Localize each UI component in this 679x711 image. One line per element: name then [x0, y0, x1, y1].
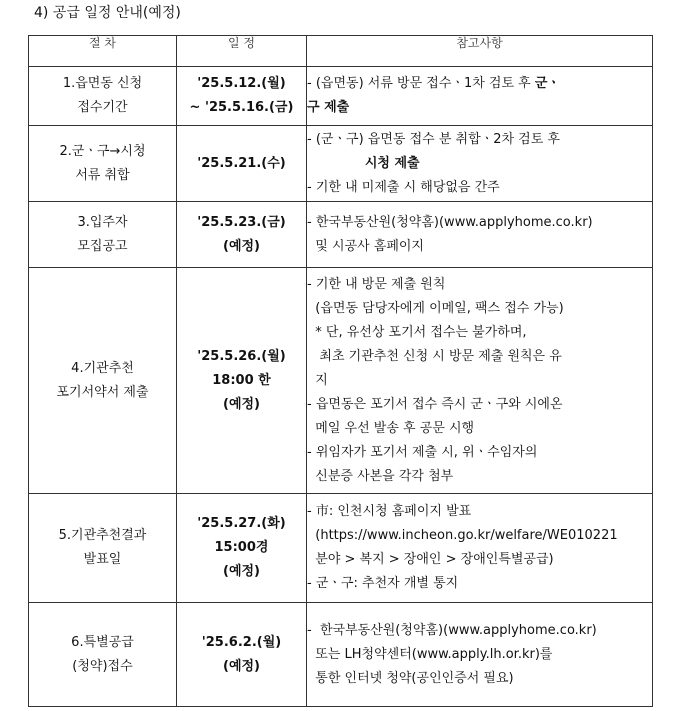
note-text-bold: 시청 제출 — [364, 155, 420, 171]
date-text: 15:00경 — [214, 540, 269, 555]
column-header-notes: 참고사항 — [307, 36, 653, 67]
date-text: (예정) — [223, 564, 260, 579]
note-text: * 단, 유선상 포기서 접수는 불가하며, — [307, 324, 527, 340]
step-text: 포기서약서 제출 — [56, 384, 149, 400]
step-text: (청약)접수 — [72, 658, 133, 674]
table-header-row — [29, 36, 653, 67]
date-text: '25.5.26.(월) — [197, 348, 286, 364]
table-row — [29, 126, 653, 202]
table-row — [29, 494, 653, 603]
notes-cell — [307, 603, 653, 707]
note-text: 분야 > 복지 > 장애인 > 장애인특별공급) — [307, 552, 554, 567]
step-text: 발표일 — [83, 552, 122, 567]
note-line — [307, 128, 652, 152]
step-cell — [29, 494, 177, 603]
note-text: 또는 LH청약센터(www.apply.lh.or.kr)를 — [307, 646, 553, 662]
note-line — [307, 369, 652, 393]
note-line — [307, 152, 652, 176]
note-line — [307, 211, 652, 235]
date-cell — [177, 603, 307, 707]
date-text: ~ '25.5.16.(금) — [189, 100, 294, 115]
note-line — [307, 417, 652, 441]
note-text: 신분증 사본을 각각 첨부 — [307, 468, 454, 484]
notes-cell — [307, 268, 653, 494]
note-text: - 기한 내 방문 제출 원칙 — [307, 276, 446, 292]
note-line — [307, 643, 652, 667]
notes-cell — [307, 126, 653, 202]
date-text: 18:00 한 — [212, 372, 271, 388]
date-text: (예정) — [223, 658, 260, 674]
column-header-step: 절 차 — [29, 36, 177, 67]
date-cell — [177, 268, 307, 494]
step-cell — [29, 67, 177, 126]
note-text: - 한국부동산원(청약홈)(www.applyhome.co.kr) — [307, 214, 593, 230]
note-text: 및 시공사 홈페이지 — [307, 238, 424, 254]
date-cell — [177, 494, 307, 603]
notes-cell — [307, 202, 653, 268]
note-line — [307, 572, 652, 596]
column-header-date: 일 정 — [177, 36, 307, 67]
notes-cell — [307, 494, 653, 603]
note-text: - 위임자가 포기서 제출 시, 위ㆍ수임자의 — [307, 444, 538, 460]
date-text: '25.6.2.(월) — [201, 634, 282, 650]
date-text: '25.5.12.(월) — [197, 76, 286, 91]
section-heading: 4) 공급 일정 안내(예정) — [34, 5, 181, 21]
note-text: 메일 우선 발송 후 공문 시행 — [307, 420, 475, 436]
date-cell — [177, 67, 307, 126]
note-text: - 군ㆍ구: 추천자 개별 통지 — [307, 576, 459, 591]
note-line — [307, 441, 652, 465]
step-text: 접수기간 — [77, 100, 128, 115]
note-line — [307, 393, 652, 417]
date-text: '25.5.21.(수) — [197, 155, 286, 171]
step-text: 4.기관추천 — [71, 360, 134, 376]
note-line — [307, 96, 652, 120]
note-text: (읍면동 담당자에게 이메일, 팩스 접수 가능) — [307, 300, 564, 316]
step-text: 6.특별공급 — [71, 634, 134, 650]
note-line — [307, 235, 652, 259]
step-text: 1.읍면동 신청 — [62, 76, 143, 91]
note-text: - 읍면동은 포기서 접수 즉시 군ㆍ구와 시에온 — [307, 396, 563, 412]
step-text: 3.입주자 — [77, 214, 128, 230]
note-text: 지 — [307, 372, 328, 388]
date-text: (예정) — [223, 396, 260, 412]
table-row — [29, 603, 653, 707]
note-text: - 한국부동산원(청약홈)(www.applyhome.co.kr) — [307, 622, 597, 638]
notes-cell — [307, 67, 653, 126]
table-row — [29, 202, 653, 268]
table-row — [29, 268, 653, 494]
note-text: 통한 인터넷 청약(공인인증서 필요) — [307, 670, 514, 686]
note-line — [307, 345, 652, 369]
date-text: '25.5.23.(금) — [197, 214, 286, 230]
note-line — [307, 321, 652, 345]
table-row — [29, 67, 653, 126]
step-cell — [29, 603, 177, 707]
note-line — [307, 72, 652, 96]
note-line — [307, 619, 652, 643]
step-text: 서류 취합 — [75, 167, 130, 183]
date-text: (예정) — [223, 238, 260, 254]
note-line — [307, 667, 652, 691]
note-line — [307, 273, 652, 297]
note-text-bold: 구 제출 — [307, 100, 350, 115]
note-text: - 기한 내 미제출 시 해당없음 간주 — [307, 179, 500, 195]
note-text — [307, 156, 365, 171]
note-text: - (읍면동) 서류 방문 접수ㆍ1차 검토 후 — [307, 76, 535, 91]
date-text: '25.5.27.(화) — [197, 516, 286, 531]
supply-schedule-table — [28, 35, 653, 707]
date-cell — [177, 202, 307, 268]
note-line — [307, 297, 652, 321]
note-line — [307, 500, 652, 524]
note-line — [307, 524, 652, 548]
step-cell — [29, 268, 177, 494]
step-text: 5.기관추천결과 — [58, 528, 147, 543]
note-line — [307, 548, 652, 572]
note-text-bold: 군ㆍ — [534, 76, 560, 91]
note-text: - (군ㆍ구) 읍면동 접수 분 취합ㆍ2차 검토 후 — [307, 131, 560, 147]
date-cell — [177, 126, 307, 202]
note-text: - 市: 인천시청 홈페이지 발표 — [307, 504, 472, 519]
note-text: 최초 기관추천 신청 시 방문 제출 원칙은 유 — [307, 348, 562, 364]
step-text: 모집공고 — [77, 238, 128, 254]
note-line — [307, 176, 652, 200]
note-line — [307, 465, 652, 489]
step-cell — [29, 202, 177, 268]
note-text: (https://www.incheon.go.kr/welfare/WE010221 — [307, 528, 618, 543]
step-cell — [29, 126, 177, 202]
step-text: 2.군ㆍ구→시청 — [59, 143, 146, 159]
